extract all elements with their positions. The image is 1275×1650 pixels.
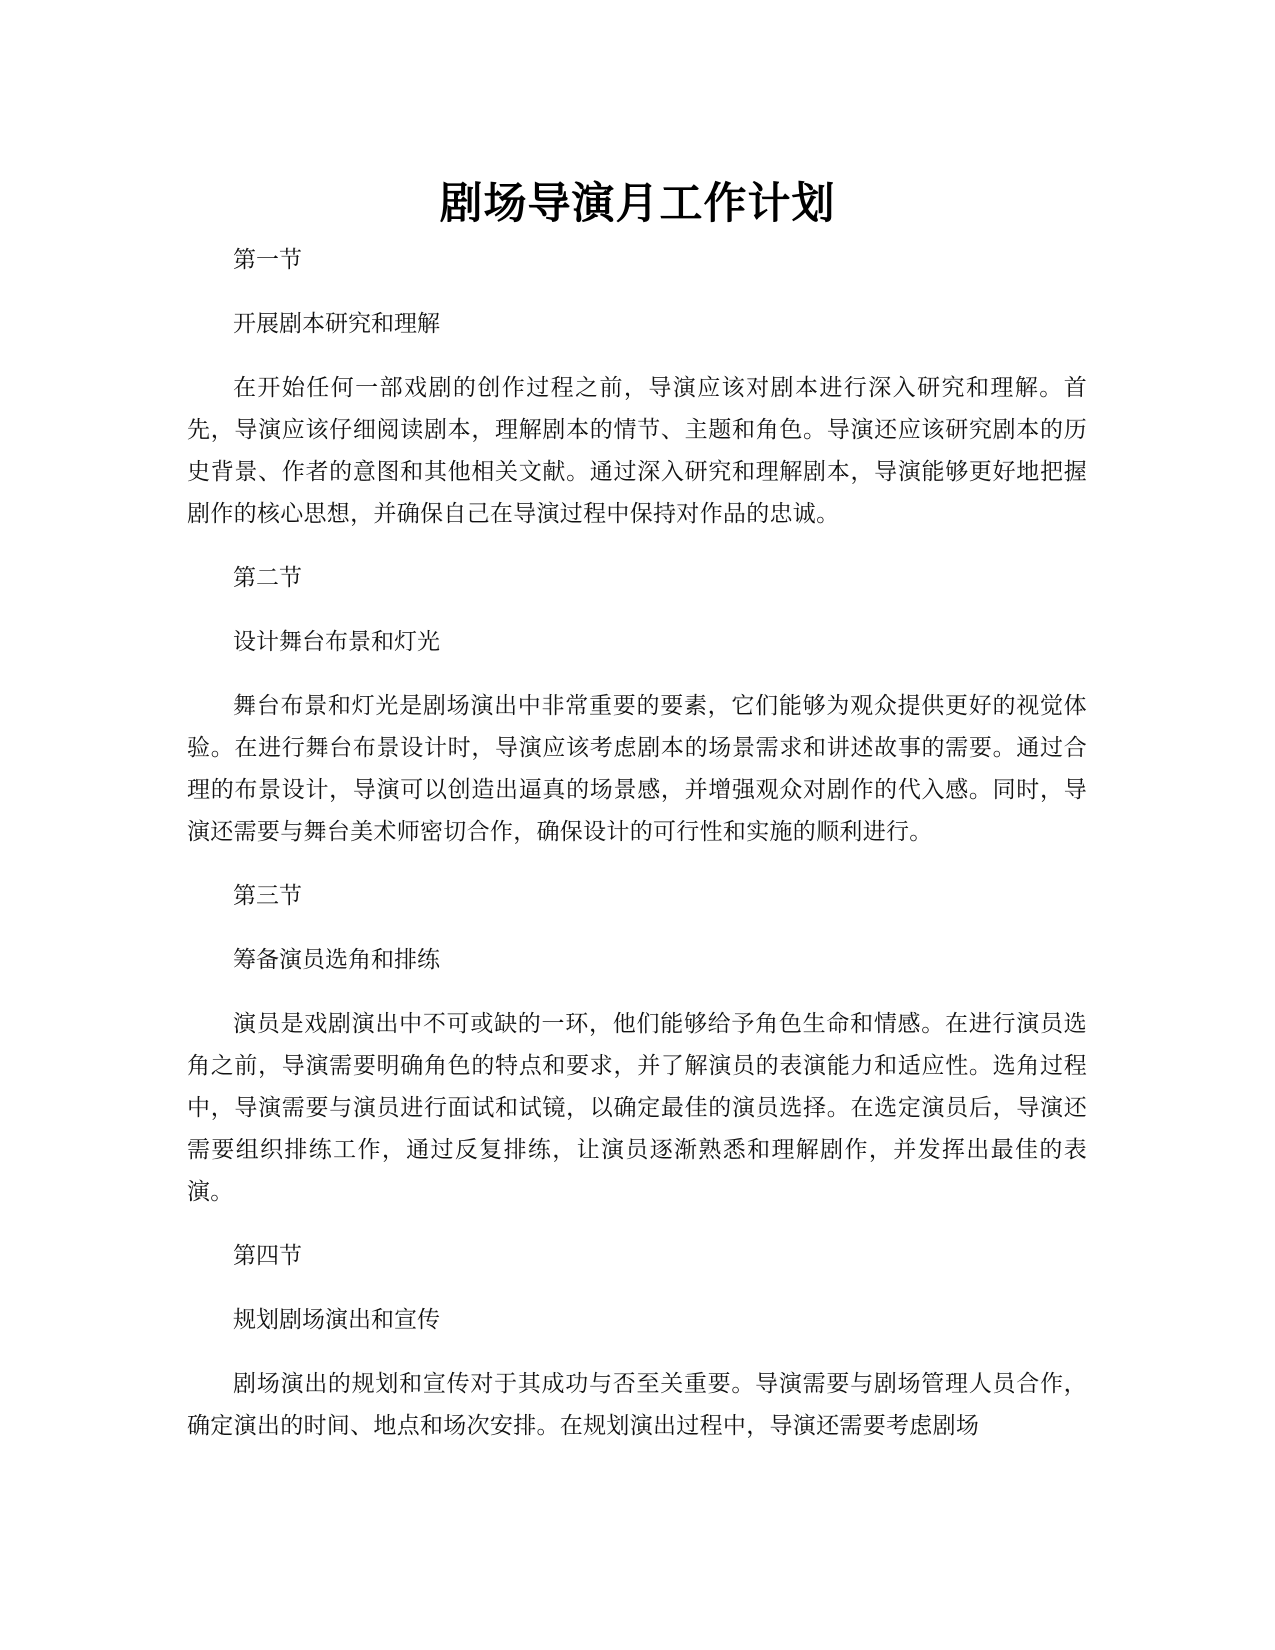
document-title: 剧场导演月工作计划 [439, 178, 836, 229]
section-1 [187, 245, 1087, 535]
section-heading: 规划剧场演出和宣传 [233, 1307, 440, 1333]
document-content [187, 245, 1087, 1475]
section-4 [187, 1241, 1087, 1447]
section-body: 舞台布景和灯光是剧场演出中非常重要的要素，它们能够为观众提供更好的视觉体验。在进行舞台布景设计时，导演应该考虑剧本的场景需求和讲述故事的需要。通过合理的布景设计，导演可以创造出逼真的场景感，并增强观众对剧作的代入感。同时，导演还需要与舞台美术师密切合作，确保设计的可行性和实施的顺利进行。 [187, 693, 1087, 845]
section-heading: 筹备演员选角和排练 [233, 947, 440, 973]
section-label: 第一节 [233, 247, 302, 273]
section-2 [187, 563, 1087, 853]
section-3 [187, 881, 1087, 1213]
section-heading: 开展剧本研究和理解 [233, 311, 440, 337]
section-heading: 设计舞台布景和灯光 [233, 629, 440, 655]
section-label: 第二节 [233, 565, 302, 591]
section-body: 剧场演出的规划和宣传对于其成功与否至关重要。导演需要与剧场管理人员合作，确定演出的时间、地点和场次安排。在规划演出过程中，导演还需要考虑剧场 [187, 1371, 1087, 1439]
section-body: 演员是戏剧演出中不可或缺的一环，他们能够给予角色生命和情感。在进行演员选角之前，导演需要明确角色的特点和要求，并了解演员的表演能力和适应性。选角过程中，导演需要与演员进行面试和试镜，以确定最佳的演员选择。在选定演员后，导演还需要组织排练工作，通过反复排练，让演员逐渐熟悉和理解剧作，并发挥出最佳的表演。 [187, 1011, 1087, 1205]
section-body: 在开始任何一部戏剧的创作过程之前，导演应该对剧本进行深入研究和理解。首先，导演应该仔细阅读剧本，理解剧本的情节、主题和角色。导演还应该研究剧本的历史背景、作者的意图和其他相关文献。通过深入研究和理解剧本，导演能够更好地把握剧作的核心思想，并确保自己在导演过程中保持对作品的忠诚。 [187, 375, 1087, 527]
section-label: 第三节 [233, 883, 302, 909]
section-label: 第四节 [233, 1243, 302, 1269]
